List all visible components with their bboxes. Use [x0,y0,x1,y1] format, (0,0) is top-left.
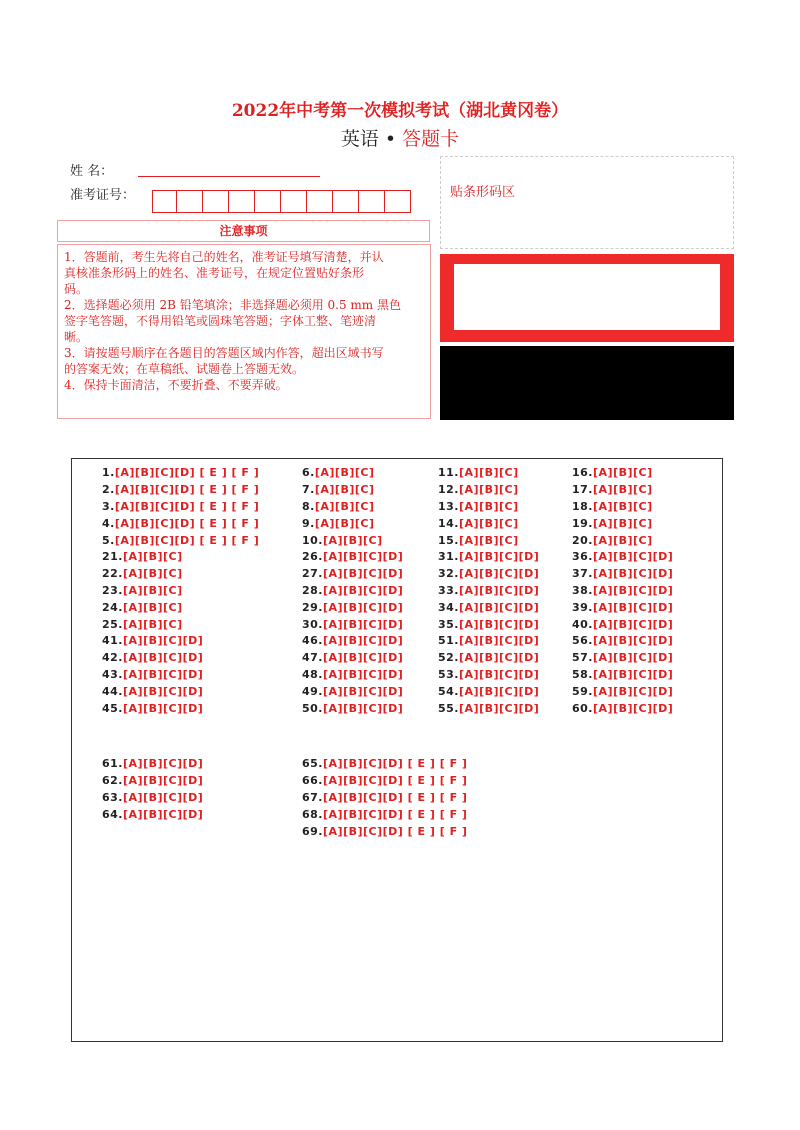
answer-item[interactable] [302,634,403,647]
answer-options[interactable]: [A][B][C][D] [459,651,540,664]
question-number: 53. [438,668,459,681]
question-number: 65. [302,757,323,770]
answer-item[interactable] [302,618,403,631]
answer-options[interactable]: [A][B][C][D] [323,651,404,664]
answer-item[interactable] [302,500,374,513]
answer-item[interactable] [302,668,403,681]
answer-options[interactable]: [A][B][C][D] [ E ] [ F ] [114,500,260,513]
answer-item[interactable] [572,685,673,698]
answer-options[interactable]: [A][B][C][D] [ E ] [ F ] [114,466,260,479]
notice-line: 2．选择题必须用 2B 铅笔填涂；非选择题必须用 0.5 mm 黑色 [64,298,402,312]
answer-options[interactable]: [A][B][C] [314,483,375,496]
answer-options[interactable]: [A][B][C][D] [123,651,204,664]
answer-options[interactable]: [A][B][C] [123,618,183,631]
question-number: 8. [302,500,315,513]
question-number: 10. [302,534,323,547]
answer-options[interactable]: [A][B][C] [593,466,653,479]
question-number: 25. [102,618,123,631]
answer-item[interactable] [302,601,403,614]
question-number: 11. [438,466,459,479]
question-number: 55. [438,702,459,715]
exam-id-digit-box[interactable] [333,190,359,213]
question-number: 3. [102,500,115,513]
answer-options[interactable]: [A][B][C][D] [323,668,404,681]
answer-item[interactable] [102,685,203,698]
answer-options[interactable]: [A][B][C] [123,584,183,597]
question-number: 48. [302,668,323,681]
answer-options[interactable]: [A][B][C][D] [ E ] [ F ] [323,791,468,804]
notice-line: 真核准条形码上的姓名、准考证号，在规定位置贴好条形 [64,266,365,280]
answer-options[interactable]: [A][B][C][D] [459,634,540,647]
question-number: 19. [572,517,593,530]
question-number: 43. [102,668,123,681]
answer-options[interactable]: [A][B][C] [459,483,519,496]
answer-options[interactable]: [A][B][C][D] [ E ] [ F ] [323,808,468,821]
question-number: 36. [572,550,593,563]
question-number: 16. [572,466,593,479]
answer-item[interactable] [302,825,467,838]
answer-options[interactable]: [A][B][C][D] [ E ] [ F ] [323,757,468,770]
answer-options[interactable]: [A][B][C][D] [459,584,540,597]
question-number: 58. [572,668,593,681]
notice-box [57,244,431,419]
answer-options[interactable]: [A][B][C] [459,466,519,479]
exam-id-digit-box[interactable] [177,190,203,213]
answer-item[interactable] [302,808,467,821]
answer-item[interactable] [102,567,183,580]
answer-options[interactable]: [A][B][C] [323,534,383,547]
answer-card-label: 答题卡 [402,128,460,150]
question-number: 42. [102,651,123,664]
exam-id-digit-box[interactable] [281,190,307,213]
exam-id-label: 准考证号： [70,188,136,203]
answer-item[interactable] [572,584,673,597]
answer-options[interactable]: [A][B][C][D] [ E ] [ F ] [114,517,260,530]
question-number: 32. [438,567,459,580]
answer-options[interactable]: [A][B][C] [314,500,375,513]
answer-item[interactable] [102,757,203,770]
answer-options[interactable]: [A][B][C][D] [323,584,404,597]
answer-options[interactable]: [A][B][C][D] [593,651,674,664]
answer-item[interactable] [438,634,539,647]
question-number: 28. [302,584,323,597]
question-number: 29. [302,601,323,614]
exam-id-boxes [152,190,411,214]
question-number: 66. [302,774,323,787]
answer-options[interactable]: [A][B][C][D] [123,774,204,787]
answer-options[interactable]: [A][B][C][D] [123,702,204,715]
question-number: 4. [102,517,115,530]
question-number: 39. [572,601,593,614]
answer-item[interactable] [438,517,519,530]
answer-options[interactable]: [A][B][C][D] [593,601,674,614]
notice-line: 1．答题前，考生先将自己的姓名，准考证号填写清楚，并认 [64,250,384,264]
answer-item[interactable] [572,534,653,547]
answer-options[interactable]: [A][B][C][D] [ E ] [ F ] [114,483,260,496]
answer-options[interactable]: [A][B][C][D] [ E ] [ F ] [323,825,468,838]
question-number: 9. [302,517,315,530]
answer-options[interactable]: [A][B][C] [314,466,375,479]
name-label: 姓 名： [70,164,114,179]
answer-options[interactable]: [A][B][C][D] [323,601,404,614]
question-number: 41. [102,634,123,647]
answer-item[interactable] [572,618,673,631]
question-number: 21. [102,550,123,563]
question-number: 62. [102,774,123,787]
question-number: 37. [572,567,593,580]
question-number: 51. [438,634,459,647]
answer-item[interactable] [438,483,519,496]
answer-item[interactable] [102,466,259,479]
question-number: 44. [102,685,123,698]
page-subtitle [0,124,800,151]
answer-options[interactable]: [A][B][C][D] [593,634,674,647]
answer-item[interactable] [302,757,467,770]
question-number: 56. [572,634,593,647]
barcode-area [440,156,734,249]
question-number: 13. [438,500,459,513]
question-number: 23. [102,584,123,597]
question-number: 59. [572,685,593,698]
answer-item[interactable] [102,808,203,821]
answer-options[interactable]: [A][B][C][D] [123,757,204,770]
answer-item[interactable] [572,634,673,647]
question-number: 57. [572,651,593,664]
question-number: 50. [302,702,323,715]
barcode-label: 贴条形码区 [450,185,516,200]
answer-options[interactable]: [A][B][C][D] [593,702,674,715]
answer-options[interactable]: [A][B][C] [593,500,653,513]
answer-item[interactable] [438,567,539,580]
question-number: 22. [102,567,123,580]
answer-item[interactable] [302,534,383,547]
answer-options[interactable]: [A][B][C][D] [459,668,540,681]
question-number: 67. [302,791,323,804]
answer-item[interactable] [102,634,203,647]
question-number: 27. [302,567,323,580]
answer-options[interactable]: [A][B][C][D] [459,601,540,614]
notice-line: 的答案无效；在草稿纸、试题卷上答题无效。 [64,362,305,376]
exam-id-digit-box[interactable] [255,190,281,213]
answer-item[interactable] [438,500,519,513]
answer-options[interactable]: [A][B][C][D] [323,702,404,715]
answer-options[interactable]: [A][B][C] [459,517,519,530]
red-frame-inner [454,264,720,330]
answer-item[interactable] [572,651,673,664]
answer-item[interactable] [438,618,539,631]
answer-options[interactable]: [A][B][C][D] [593,668,674,681]
answer-options[interactable]: [A][B][C][D] [593,584,674,597]
answer-options[interactable]: [A][B][C][D] [593,618,674,631]
answer-item[interactable] [102,668,203,681]
question-number: 20. [572,534,593,547]
answer-item[interactable] [438,466,519,479]
question-number: 49. [302,685,323,698]
question-number: 14. [438,517,459,530]
answer-item[interactable] [302,584,403,597]
answer-options[interactable]: [A][B][C][D] [ E ] [ F ] [323,774,468,787]
question-number: 38. [572,584,593,597]
answer-options[interactable]: [A][B][C][D] [459,567,540,580]
question-number: 17. [572,483,593,496]
question-number: 34. [438,601,459,614]
exam-id-digit-box[interactable] [385,190,411,213]
answer-item[interactable] [102,483,259,496]
question-number: 63. [102,791,123,804]
answer-item[interactable] [302,774,467,787]
answer-item[interactable] [302,791,467,804]
answer-item[interactable] [102,584,183,597]
question-number: 26. [302,550,323,563]
answer-item[interactable] [102,618,183,631]
answer-item[interactable] [102,550,183,563]
question-number: 30. [302,618,323,631]
question-number: 61. [102,757,123,770]
answer-options[interactable]: [A][B][C] [459,534,519,547]
answer-item[interactable] [572,668,673,681]
answer-options[interactable]: [A][B][C][D] [459,618,540,631]
question-number: 33. [438,584,459,597]
answer-item[interactable] [572,567,673,580]
answer-options[interactable]: [A][B][C] [314,517,375,530]
exam-id-digit-box[interactable] [229,190,255,213]
notice-line: 4．保持卡面清洁，不要折叠、不要弄破。 [64,378,288,392]
answer-item[interactable] [102,791,203,804]
exam-id-digit-box[interactable] [203,190,229,213]
answer-item[interactable] [572,601,673,614]
notice-line: 签字笔答题，不得用铅笔或圆珠笔答题；字体工整、笔迹清 [64,314,377,328]
notice-line: 码。 [64,282,89,296]
answer-options[interactable]: [A][B][C][D] [593,567,674,580]
answer-options[interactable]: [A][B][C] [459,500,519,513]
answer-item[interactable] [572,500,653,513]
answer-options[interactable]: [A][B][C][D] [459,685,540,698]
exam-id-digit-box[interactable] [307,190,333,213]
answer-item[interactable] [572,483,653,496]
answer-options[interactable]: [A][B][C][D] [123,634,204,647]
answer-item[interactable] [102,702,203,715]
answer-options[interactable]: [A][B][C][D] [123,685,204,698]
answer-item[interactable] [572,702,673,715]
question-number: 18. [572,500,593,513]
answer-item[interactable] [102,774,203,787]
answer-item[interactable] [302,651,403,664]
exam-id-digit-box[interactable] [152,190,177,213]
question-number: 52. [438,651,459,664]
answer-item[interactable] [438,651,539,664]
answer-item[interactable] [302,550,403,563]
answer-options[interactable]: [A][B][C][D] [123,791,204,804]
answer-item[interactable] [572,550,673,563]
question-number: 5. [102,534,115,547]
answer-options[interactable]: [A][B][C] [123,550,183,563]
answer-options[interactable]: [A][B][C][D] [459,702,540,715]
question-number: 1. [102,466,115,479]
answer-item[interactable] [438,685,539,698]
answer-options[interactable]: [A][B][C][D] [323,550,404,563]
answer-item[interactable] [302,517,374,530]
question-number: 31. [438,550,459,563]
subtitle-separator: • [384,128,397,150]
answer-options[interactable]: [A][B][C][D] [323,634,404,647]
answer-options[interactable]: [A][B][C][D] [593,685,674,698]
question-number: 15. [438,534,459,547]
answer-item[interactable] [302,702,403,715]
black-block [440,346,734,420]
question-number: 24. [102,601,123,614]
notice-title: 注意事项 [57,220,430,242]
answer-options[interactable]: [A][B][C][D] [ E ] [ F ] [114,534,260,547]
answer-options[interactable]: [A][B][C][D] [323,567,404,580]
answer-options[interactable]: [A][B][C][D] [123,668,204,681]
answer-item[interactable] [572,517,653,530]
answer-item[interactable] [302,567,403,580]
answer-item[interactable] [438,550,539,563]
answer-item[interactable] [102,651,203,664]
question-number: 45. [102,702,123,715]
question-number: 2. [102,483,115,496]
answer-item[interactable] [302,483,374,496]
question-number: 54. [438,685,459,698]
answer-options[interactable]: [A][B][C] [593,483,653,496]
question-number: 7. [302,483,315,496]
answer-item[interactable] [102,534,259,547]
answer-options[interactable]: [A][B][C][D] [123,808,204,821]
question-number: 40. [572,618,593,631]
answer-area [71,458,723,1042]
answer-item[interactable] [302,685,403,698]
question-number: 46. [302,634,323,647]
red-frame-block [440,254,734,342]
question-number: 47. [302,651,323,664]
answer-item[interactable] [438,584,539,597]
question-number: 60. [572,702,593,715]
notice-line: 3．请按题号顺序在各题目的答题区域内作答，超出区域书写 [64,346,384,360]
question-number: 12. [438,483,459,496]
question-number: 6. [302,466,315,479]
answer-item[interactable] [102,500,259,513]
answer-item[interactable] [438,534,519,547]
name-field[interactable] [138,176,320,177]
answer-item[interactable] [102,601,183,614]
answer-item[interactable] [102,517,259,530]
answer-options[interactable]: [A][B][C][D] [459,550,540,563]
answer-options[interactable]: [A][B][C][D] [593,550,674,563]
answer-options[interactable]: [A][B][C] [123,567,183,580]
question-number: 35. [438,618,459,631]
subject-label: 英语 [340,128,379,150]
answer-options[interactable]: [A][B][C][D] [323,618,404,631]
exam-id-digit-box[interactable] [359,190,385,213]
answer-item[interactable] [438,668,539,681]
notice-line: 晰。 [64,330,89,344]
answer-item[interactable] [438,702,539,715]
answer-options[interactable]: [A][B][C] [123,601,183,614]
answer-item[interactable] [572,466,653,479]
question-number: 68. [302,808,323,821]
answer-options[interactable]: [A][B][C] [593,534,653,547]
answer-item[interactable] [438,601,539,614]
answer-options[interactable]: [A][B][C] [593,517,653,530]
question-number: 69. [302,825,323,838]
page-title: 2022年中考第一次模拟考试（湖北黄冈卷） [231,101,569,121]
answer-item[interactable] [302,466,374,479]
answer-options[interactable]: [A][B][C][D] [323,685,404,698]
question-number: 64. [102,808,123,821]
